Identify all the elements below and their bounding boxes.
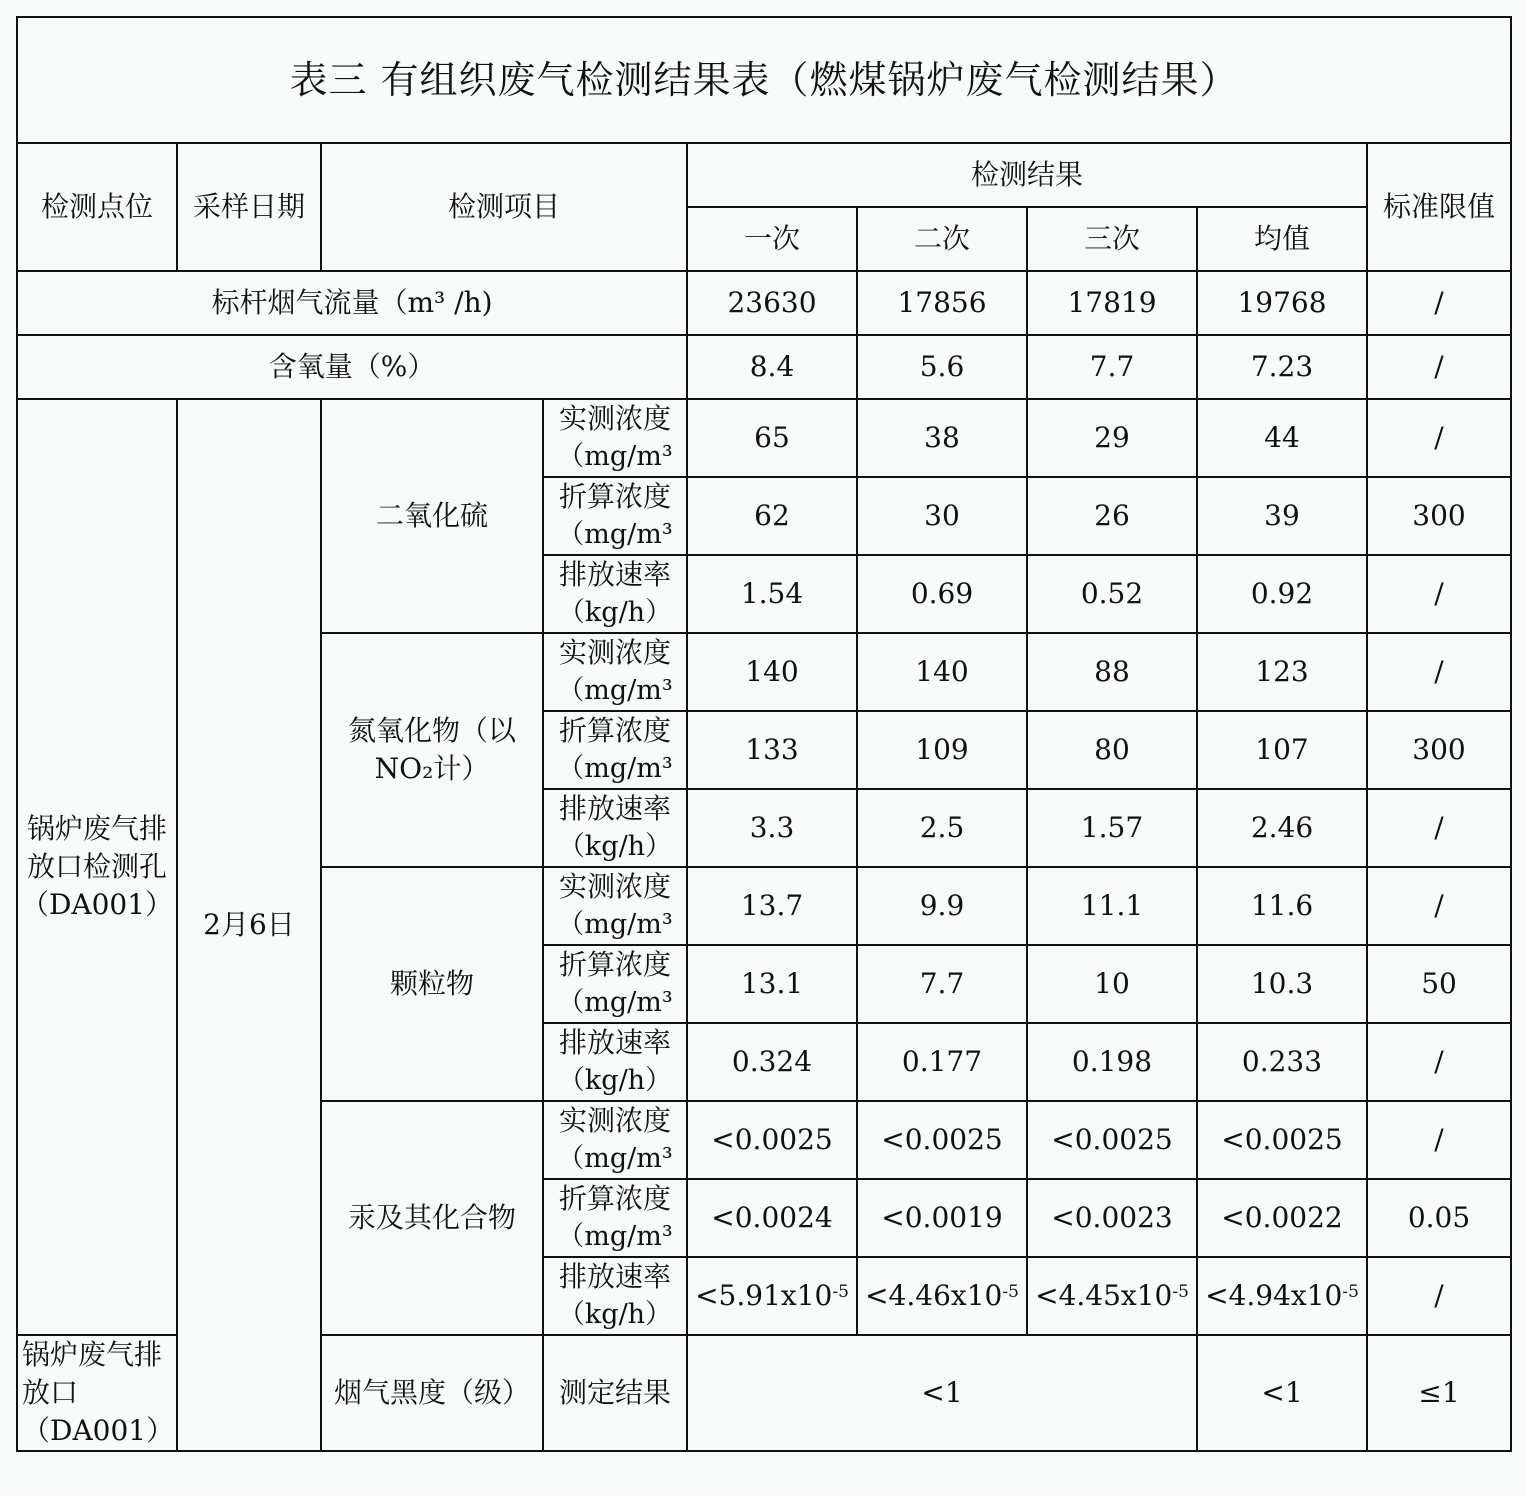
value-cell [1027, 711, 1197, 789]
metric-label: 实测浓度 [558, 870, 671, 903]
value: 0.52 [1080, 577, 1144, 610]
metric-label: 折算浓度 [558, 480, 671, 513]
value: 80 [1094, 733, 1130, 766]
header-item: 检测项目 [321, 143, 687, 271]
value: 0.198 [1071, 1045, 1153, 1078]
value-cell [1027, 1101, 1197, 1179]
metric-unit: （kg/h） [557, 597, 673, 628]
metric-cell [543, 945, 687, 1023]
value-cell [1027, 867, 1197, 945]
value: <0.0023 [1051, 1201, 1173, 1234]
metric-unit: （mg/m³ [557, 519, 673, 550]
value-cell [1197, 789, 1367, 867]
metric-cell [543, 1257, 687, 1335]
metric-unit: （mg/m³ [557, 987, 673, 1018]
metric-cell [543, 555, 687, 633]
value: <4.94x10 [1205, 1279, 1343, 1312]
value: 0.177 [901, 1045, 983, 1078]
value-cell [687, 633, 857, 711]
metric-unit: （mg/m³ [557, 441, 673, 472]
limit-cell: / [1367, 555, 1511, 633]
mean-cell: <1 [1197, 1335, 1367, 1451]
metric-cell [543, 1179, 687, 1257]
value: 133 [745, 733, 799, 766]
metric-cell [543, 633, 687, 711]
value: 39 [1264, 499, 1300, 532]
value-cell [1027, 633, 1197, 711]
value-cell [1027, 945, 1197, 1023]
value-cell [1197, 711, 1367, 789]
value: 38 [924, 421, 960, 454]
metric-label: 实测浓度 [558, 1104, 671, 1137]
value-cell [857, 945, 1027, 1023]
exponent: -5 [1002, 1282, 1019, 1302]
value: 109 [915, 733, 969, 766]
limit-cell: / [1367, 1257, 1511, 1335]
limit-cell: ≤1 [1367, 1335, 1511, 1451]
value: <5.91x10 [695, 1279, 833, 1312]
value: 2.5 [919, 811, 965, 844]
limit-cell: 0.05 [1367, 1179, 1511, 1257]
value-cell [687, 1179, 857, 1257]
metric-label: 排放速率 [558, 1026, 671, 1059]
header-run-2: 二次 [857, 207, 1027, 271]
value-cell [1197, 633, 1367, 711]
value-cell [687, 867, 857, 945]
value-cell [857, 555, 1027, 633]
metric-cell [543, 477, 687, 555]
value: 123 [1255, 655, 1309, 688]
metric-cell [543, 1101, 687, 1179]
limit-cell: / [1367, 633, 1511, 711]
value-cell [1027, 1023, 1197, 1101]
header-date: 采样日期 [177, 143, 321, 271]
metric-label: 排放速率 [558, 558, 671, 591]
metric-label: 折算浓度 [558, 714, 671, 747]
cell: 17856 [857, 271, 1027, 335]
flow-label: 标杆烟气流量（m³ /h) [17, 271, 687, 335]
metric-label: 折算浓度 [558, 948, 671, 981]
header-run-1: 一次 [687, 207, 857, 271]
value: <0.0019 [881, 1201, 1003, 1234]
value-cell [857, 633, 1027, 711]
limit-cell: / [1367, 789, 1511, 867]
header-point: 检测点位 [17, 143, 177, 271]
value: 29 [1094, 421, 1130, 454]
value: <0.0022 [1221, 1201, 1343, 1234]
metric-cell [543, 789, 687, 867]
value-cell [687, 945, 857, 1023]
value-cell [857, 399, 1027, 477]
metric-label: 折算浓度 [558, 1182, 671, 1215]
value: <0.0025 [1051, 1123, 1173, 1156]
limit-cell: / [1367, 1101, 1511, 1179]
value-cell [687, 789, 857, 867]
value-cell [1027, 789, 1197, 867]
value-cell [857, 477, 1027, 555]
flow-row [17, 271, 1511, 335]
value: 1.54 [740, 577, 804, 610]
value: <4.46x10 [865, 1279, 1003, 1312]
value-cell [687, 1101, 857, 1179]
value-cell [1197, 1257, 1367, 1335]
value: 0.233 [1241, 1045, 1323, 1078]
value: 65 [754, 421, 790, 454]
value-cell [1197, 1179, 1367, 1257]
exponent: -5 [1342, 1282, 1359, 1302]
exponent: -5 [832, 1282, 849, 1302]
metric-label: 排放速率 [558, 1260, 671, 1293]
header-results: 检测结果 [687, 143, 1367, 207]
cell: 7.23 [1197, 335, 1367, 399]
value-cell [857, 789, 1027, 867]
value-cell: <1 [687, 1335, 1197, 1451]
metric-unit: （kg/h） [557, 1065, 673, 1096]
metric-cell [543, 711, 687, 789]
value: 0.69 [910, 577, 974, 610]
metric-label: 实测浓度 [558, 636, 671, 669]
metric-cell: 测定结果 [543, 1335, 687, 1451]
pollutant-name: 汞及其化合物 [321, 1101, 543, 1335]
metric-unit: （mg/m³ [557, 909, 673, 940]
oxygen-label: 含氧量（%） [17, 335, 687, 399]
cell: 5.6 [857, 335, 1027, 399]
value: <0.0025 [1221, 1123, 1343, 1156]
oxygen-row [17, 335, 1511, 399]
value: 10.3 [1250, 967, 1314, 1000]
cell: 19768 [1197, 271, 1367, 335]
value-cell [1197, 945, 1367, 1023]
cell: 17819 [1027, 271, 1197, 335]
value: 62 [754, 499, 790, 532]
metric-unit: （kg/h） [557, 831, 673, 862]
value: 13.1 [740, 967, 804, 1000]
value: <4.45x10 [1035, 1279, 1173, 1312]
cell: 7.7 [1027, 335, 1197, 399]
value: 3.3 [749, 811, 795, 844]
value: 11.6 [1250, 889, 1314, 922]
value-cell [857, 1023, 1027, 1101]
metric-cell [543, 399, 687, 477]
limit-cell: / [1367, 271, 1511, 335]
table-row [17, 399, 1511, 477]
value-cell [687, 399, 857, 477]
header-limit: 标准限值 [1367, 143, 1511, 271]
value: 1.57 [1080, 811, 1144, 844]
value-cell [1027, 1179, 1197, 1257]
limit-cell: 50 [1367, 945, 1511, 1023]
metric-unit: （mg/m³ [557, 753, 673, 784]
value-cell [857, 1101, 1027, 1179]
metric-label: 实测浓度 [558, 402, 671, 435]
limit-cell: / [1367, 1023, 1511, 1101]
value-cell [857, 711, 1027, 789]
limit-cell: 300 [1367, 711, 1511, 789]
value: <0.0025 [711, 1123, 833, 1156]
value-cell [857, 1179, 1027, 1257]
metric-unit: （mg/m³ [557, 1221, 673, 1252]
value: 140 [915, 655, 969, 688]
value-cell [687, 711, 857, 789]
results-table [16, 16, 1512, 1452]
pollutant-name: 二氧化硫 [321, 399, 543, 633]
metric-unit: （mg/m³ [557, 1143, 673, 1174]
value: 44 [1264, 421, 1300, 454]
value: 13.7 [740, 889, 804, 922]
pollutant-name: 颗粒物 [321, 867, 543, 1101]
value-cell [687, 1257, 857, 1335]
metric-cell [543, 1023, 687, 1101]
pollutant-name: 烟气黑度（级） [321, 1335, 543, 1451]
value-cell [1197, 555, 1367, 633]
date-label: 2月6日 [177, 399, 321, 1451]
value-cell [1197, 477, 1367, 555]
value-cell [857, 867, 1027, 945]
value-cell [1027, 1257, 1197, 1335]
pollutant-name: 氮氧化物（以NO₂计） [321, 633, 543, 867]
point-label: 锅炉废气排放口检测孔（DA001） [17, 399, 177, 1335]
cell: 8.4 [687, 335, 857, 399]
value-cell [687, 1023, 857, 1101]
value: 0.92 [1250, 577, 1314, 610]
metric-unit: （mg/m³ [557, 675, 673, 706]
value: 30 [924, 499, 960, 532]
value-cell [1197, 867, 1367, 945]
value: 26 [1094, 499, 1130, 532]
value-cell [687, 477, 857, 555]
value-cell [1197, 399, 1367, 477]
limit-cell: / [1367, 335, 1511, 399]
value: 9.9 [919, 889, 965, 922]
value-cell [1027, 477, 1197, 555]
cell: 23630 [687, 271, 857, 335]
value-cell [1197, 1023, 1367, 1101]
value: 7.7 [919, 967, 965, 1000]
value-cell [857, 1257, 1027, 1335]
value: 88 [1094, 655, 1130, 688]
point-label-last: 锅炉废气排放口（DA001） [17, 1335, 177, 1451]
value: 140 [745, 655, 799, 688]
metric-cell [543, 867, 687, 945]
value: <0.0025 [881, 1123, 1003, 1156]
value-cell [1027, 555, 1197, 633]
metric-label: 排放速率 [558, 792, 671, 825]
header-mean: 均值 [1197, 207, 1367, 271]
value-cell [1027, 399, 1197, 477]
limit-cell: / [1367, 399, 1511, 477]
table-title: 表三 有组织废气检测结果表（燃煤锅炉废气检测结果） [17, 17, 1511, 143]
metric-unit: （kg/h） [557, 1299, 673, 1330]
value: 10 [1094, 967, 1130, 1000]
value: 11.1 [1080, 889, 1144, 922]
limit-cell: 300 [1367, 477, 1511, 555]
limit-cell: / [1367, 867, 1511, 945]
exponent: -5 [1172, 1282, 1189, 1302]
value: 107 [1255, 733, 1309, 766]
value-cell [1197, 1101, 1367, 1179]
value-cell [687, 555, 857, 633]
value: 2.46 [1250, 811, 1314, 844]
value: 0.324 [731, 1045, 813, 1078]
value: <0.0024 [711, 1201, 833, 1234]
header-run-3: 三次 [1027, 207, 1197, 271]
